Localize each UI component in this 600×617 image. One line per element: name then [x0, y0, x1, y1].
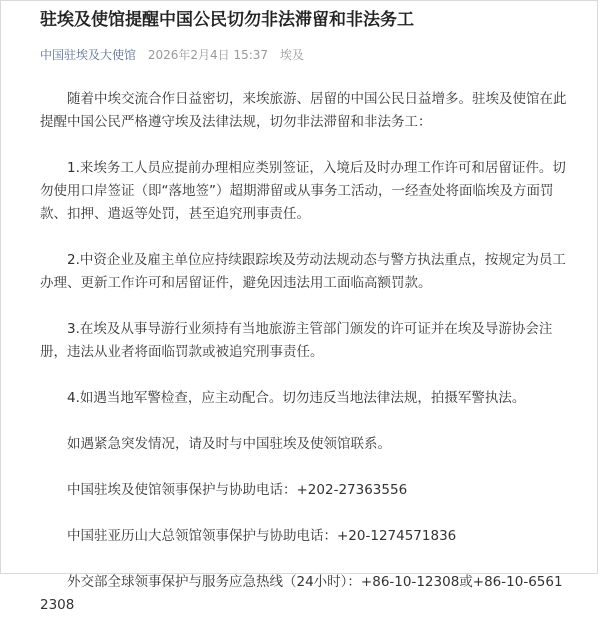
paragraph-consulate-phone: 中国驻亚历山大总领馆领事保护与协助电话：+20-1274571836 [67, 528, 457, 544]
paragraph-hotline: 外交部全球领事保护与服务应急热线（24小时）：+86-10-12308或+86-10-65612308 [40, 574, 563, 613]
article-date: 2026年2月4日 15:37 [147, 48, 269, 62]
article-body [40, 88, 568, 617]
article-meta [40, 46, 304, 64]
article-location: 埃及 [279, 48, 304, 62]
paragraph-item-3: 3.在埃及从事导游行业须持有当地旅游主管部门颁发的许可证并在埃及导游协会注册，违法从业者将面临罚款或被追究刑事责任。 [40, 321, 553, 360]
article-source-link[interactable]: 中国驻埃及大使馆 [40, 48, 137, 62]
paragraph-item-1: 1.来埃务工人员应提前办理相应类别签证，入境后及时办理工作许可和居留证件。切勿使用口岸签证（即“落地签”）超期滞留或从事务工活动，一经查处将面临埃及方面罚款、扣押、遣返等处罚，甚至追究刑事责任。 [40, 160, 566, 222]
paragraph-item-2: 2.中资企业及雇主单位应持续跟踪埃及劳动法规动态与警方执法重点，按规定为员工办理、更新工作许可和居留证件，避免因违法用工面临高额罚款。 [40, 252, 566, 291]
paragraph-embassy-phone: 中国驻埃及使馆领事保护与协助电话：+202-27363556 [67, 482, 408, 498]
paragraph-intro: 随着中埃交流合作日益密切，来埃旅游、居留的中国公民日益增多。驻埃及使馆在此提醒中国公民严格遵守埃及法律法规，切勿非法滞留和非法务工： [40, 91, 567, 130]
paragraph-emergency: 如遇紧急突发情况，请及时与中国驻埃及使领馆联系。 [67, 436, 391, 452]
paragraph-item-4: 4.如遇当地军警检查，应主动配合。切勿违反当地法律法规，拍摄军警执法。 [67, 390, 526, 406]
article-title: 驻埃及使馆提醒中国公民切勿非法滞留和非法务工 [40, 10, 414, 30]
